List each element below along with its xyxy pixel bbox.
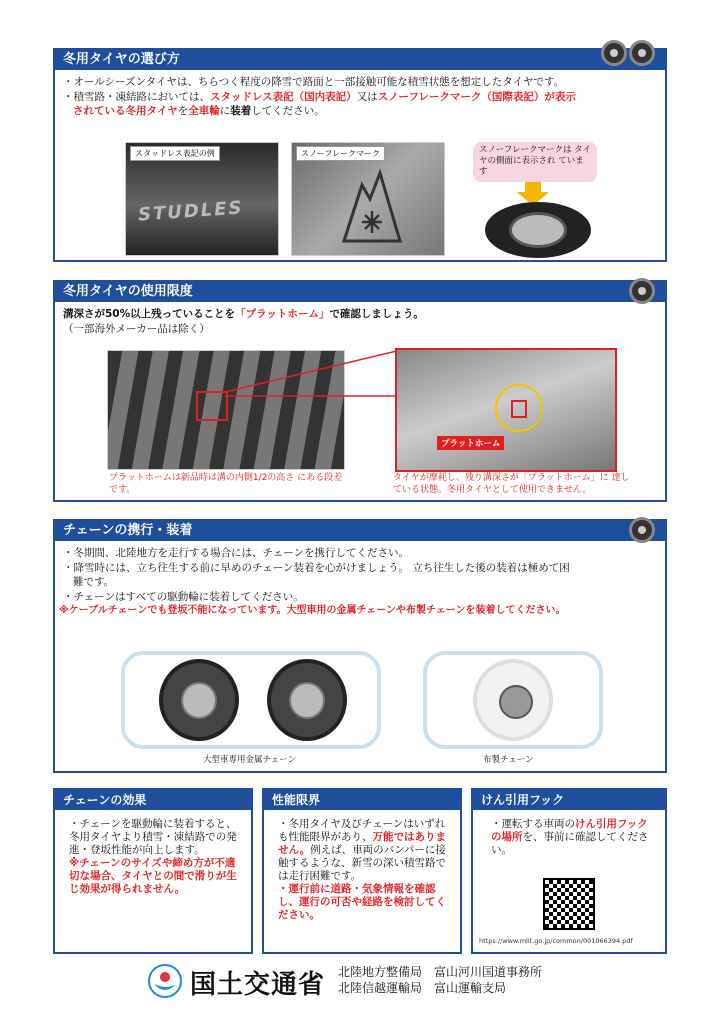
box-body: ・チェーンを駆動輪に装着すると、冬用タイヤより積雪・凍結路での発進・登坂性能が向上します。 ※チェーンのサイズや締め方が不適切な場合、タイヤとの間で滑りが生じ効果が得られません。 <box>69 818 237 895</box>
tire-icon <box>629 278 655 304</box>
ministry-name: 国土交通省 <box>190 970 326 1000</box>
tire-illustration <box>485 202 591 258</box>
box-title: チェーンの効果 <box>55 790 251 810</box>
callout-bubble: スノーフレークマークは タイヤの側面に表示され ています <box>473 142 597 182</box>
section-title: 冬用タイヤの選び方 <box>55 50 665 70</box>
studless-text: STUDLES <box>137 197 245 226</box>
chain-wheel-icon <box>159 659 239 741</box>
zoom-connector <box>225 348 405 398</box>
platform-label: プラットホーム <box>437 436 504 450</box>
chain-wheel-icon <box>267 659 347 741</box>
platform-marker <box>196 391 228 421</box>
box-title: けん引用フック <box>473 790 665 810</box>
worn-tread-photo <box>395 348 617 472</box>
section-usage-limit <box>53 280 667 502</box>
organization-list: 北陸地方整備局 富山河川国道事務所 北陸信越運輸局 富山運輸支局 <box>338 965 543 995</box>
box-body: ・冬用タイヤ及びチェーンはいずれも性能限界があり、万能ではありません。例えば、車両のバンパーに接触するような、新雪の深い積雪路では走行困難です。 ・運行前に道路・気象情報を確認し、運行の可否や経路を検討してください。 <box>278 818 446 921</box>
cloth-chain-wheel-icon <box>473 659 553 741</box>
section-tire-selection <box>53 48 667 262</box>
box-title: 性能限界 <box>264 790 460 810</box>
section-chain <box>53 519 667 773</box>
footer <box>148 962 578 1006</box>
section-title: 冬用タイヤの使用限度 <box>55 282 665 302</box>
caption: プラットホームは新品時は溝の内側1/2の高さ にある段差です。 <box>109 473 343 495</box>
caption: タイヤが摩耗し、残り溝深さが「プラットホーム」に 達している状態。冬用タイヤとして使用できません。 <box>393 473 630 495</box>
box-performance-limit <box>262 788 462 954</box>
metal-chain-panel <box>121 651 381 749</box>
paragraph: 溝深さが50%以上残っていることを「プラットホーム」で確認しましょう。 （一部海外メーカー品は除く） <box>63 308 424 335</box>
metal-chain-label: 大型車専用金属チェーン <box>203 755 297 765</box>
paragraph: ・冬期間、北陸地方を走行する場合には、チェーンを携行してください。 ・降雪時には、立ち往生する前に早めのチェーン装着を心がけましょう。 立ち往生した後の装着は極めて困 難です。 ・チェーンはすべての駆動輪に装着してください。 ※ケーブルチェーンでも登坂不能になっています。大型車用の金属チェーンや布製チェーンを装着してください。 <box>59 547 570 616</box>
photo-label: スタッドレス表記の例 <box>130 146 220 161</box>
studless-photo <box>125 142 279 256</box>
platform-marker <box>511 400 527 418</box>
tire-icon <box>629 40 655 66</box>
snowflake-photo <box>291 142 445 256</box>
photo-label: スノーフレークマーク <box>296 146 385 161</box>
cloth-chain-label: 布製チェーン <box>483 755 534 765</box>
qr-code <box>543 878 595 930</box>
paragraph: ・オールシーズンタイヤは、ちらつく程度の降雪で路面と一部接触可能な積雪状態を想定したタイヤです。 ・積雪路・凍結路においては、スタッドレス表記（国内表記）又はスノーフレークマーク（国際表記）が表示 されている冬用タイヤを全車輪に装着してください。 <box>63 76 576 117</box>
mlit-logo-icon <box>148 964 182 998</box>
section-title: チェーンの携行・装着 <box>55 521 665 541</box>
cloth-chain-panel <box>423 651 603 749</box>
box-chain-effect <box>53 788 253 954</box>
box-tow-hook <box>471 788 667 954</box>
qr-url: https://www.mlit.go.jp/common/001066394.pdf <box>479 937 633 945</box>
snowflake-mark-icon <box>336 165 406 245</box>
tire-icon <box>601 40 627 66</box>
box-body: ・運転する車両のけん引用フックの場所を、事前に確認してください。 <box>491 818 649 856</box>
tire-icon <box>629 517 655 543</box>
